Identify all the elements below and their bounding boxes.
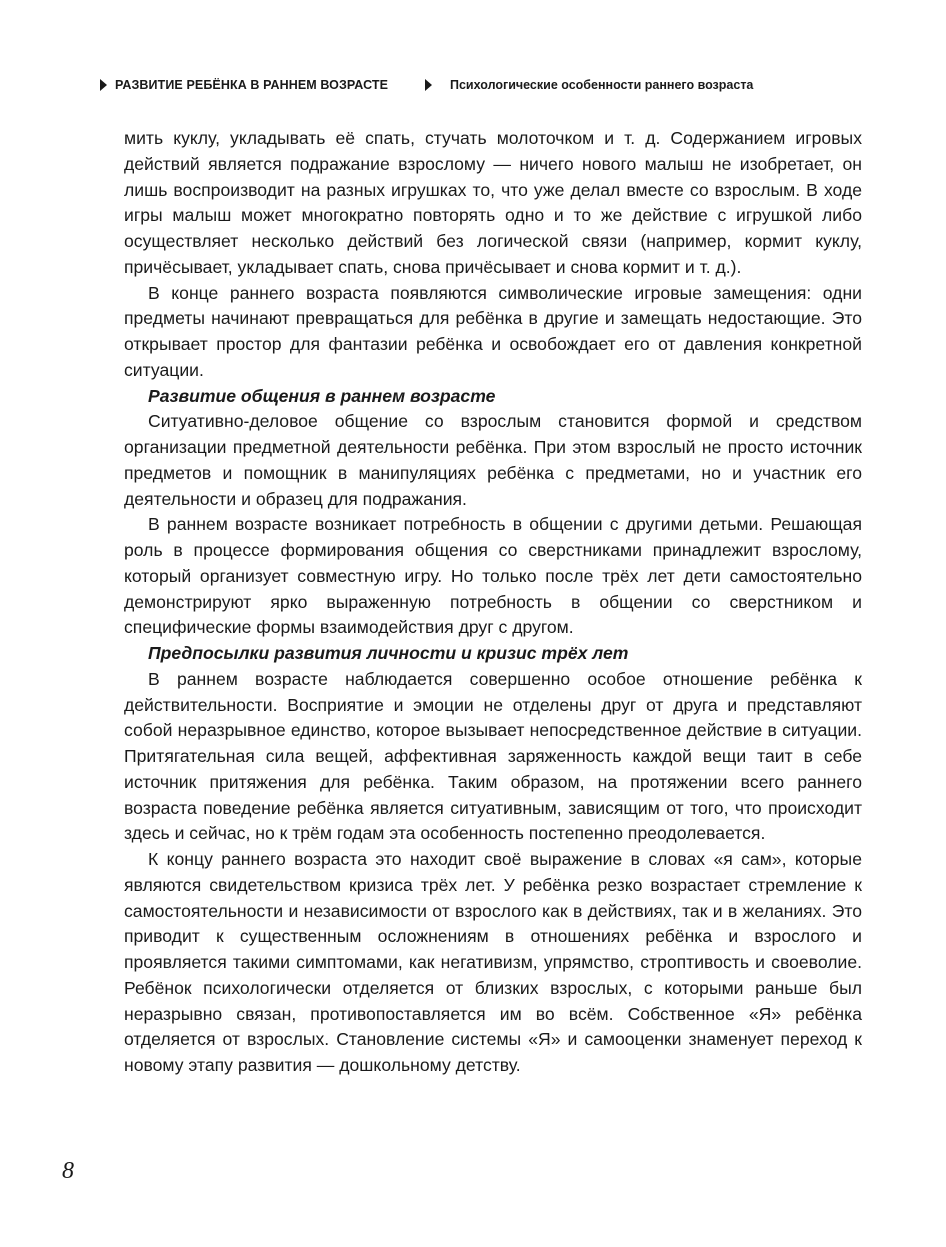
section-title: Психологические особенности раннего возраста [450, 78, 754, 92]
page-number: 8 [62, 1158, 74, 1184]
subheading-crisis: Предпосылки развития личности и кризис трёх лет [148, 643, 629, 663]
paragraph: В раннем возрасте наблюдается совершенно особое отношение ребёнка к действительности. Восприятие и эмоции не отделены друг от друга и представляют собой неразрывное единство, которое вызывает непосредственное действие в ситуации. Притягательная сила вещей, аффективная заряженность каждой вещи таит в себе источник притяжения для ребёнка. Таким образом, на протяжении всего раннего возраста поведение ребёнка является ситуативным, зависящим от того, что происходит здесь и сейчас, но к трём годам эта особенность постепенно преодолевается. [124, 668, 862, 844]
section-header [425, 78, 753, 92]
paragraph: Ситуативно-деловое общение со взрослым становится формой и средством организации предметной деятельности ребёнка. При этом взрослый не просто источник предметов и помощник в манипуляциях ребёнка с предметами, но и участник его деятельности и образец для подражания. [124, 411, 862, 509]
chapter-header [100, 78, 388, 92]
triangle-right-icon [425, 79, 432, 91]
paragraph: К концу раннего возраста это находит своё выражение в словах «я сам», которые являются свидетельством кризиса трёх лет. У ребёнка резко возрастает стремление к самостоятельности и независимости от взрослого как в действиях, так и в желаниях. Это приводит к существенным осложнениям в отношениях ребёнка и взрослого и проявляется такими симптомами, как негативизм, упрямство, строптивость и своеволие. Ребёнок психологически отделяется от близких взрослых, с которыми раньше был неразрывно связан, противопоставляется им во всём. Собственное «Я» ребёнка отделяется от взрослых. Становление системы «Я» и самооценки знаменует переход к новому этапу развития — дошкольному детству. [124, 849, 862, 1075]
paragraph: В раннем возрасте возникает потребность в общении с другими детьми. Решающая роль в процессе формирования общения со сверстниками принадлежит взрослому, который организует совместную игру. Но только после трёх лет дети самостоятельно демонстрируют ярко выраженную потребность в общении со сверстником и специфические формы взаимодействия друг с другом. [124, 514, 862, 638]
page-body [124, 126, 862, 1079]
triangle-right-icon [100, 79, 107, 91]
subheading-communication: Развитие общения в раннем возрасте [148, 385, 496, 406]
paragraph: В конце раннего возраста появляются символические игровые замещения: одни предметы начинают превращаться для ребёнка в другие и замещать недостающие. Это открывает простор для фантазии ребёнка и освобождает его от давления конкретной ситуации. [124, 282, 862, 380]
paragraph-continued: мить куклу, укладывать её спать, стучать молоточком и т. д. Содержанием игровых действий является подражание взрослому — ничего нового малыш не изобретает, он лишь воспроизводит на разных игрушках то, что уже делал вместе со взрослым. В ходе игры малыш может многократно повторять одно и то же действие с игрушкой либо осуществляет несколько действий без логической связи (например, кормит куклу, причёсывает, укладывает спать, снова причёсывает и снова кормит и т. д.). [124, 128, 862, 277]
running-header [0, 78, 946, 98]
chapter-title: РАЗВИТИЕ РЕБЁНКА В РАННЕМ ВОЗРАСТЕ [115, 78, 389, 92]
